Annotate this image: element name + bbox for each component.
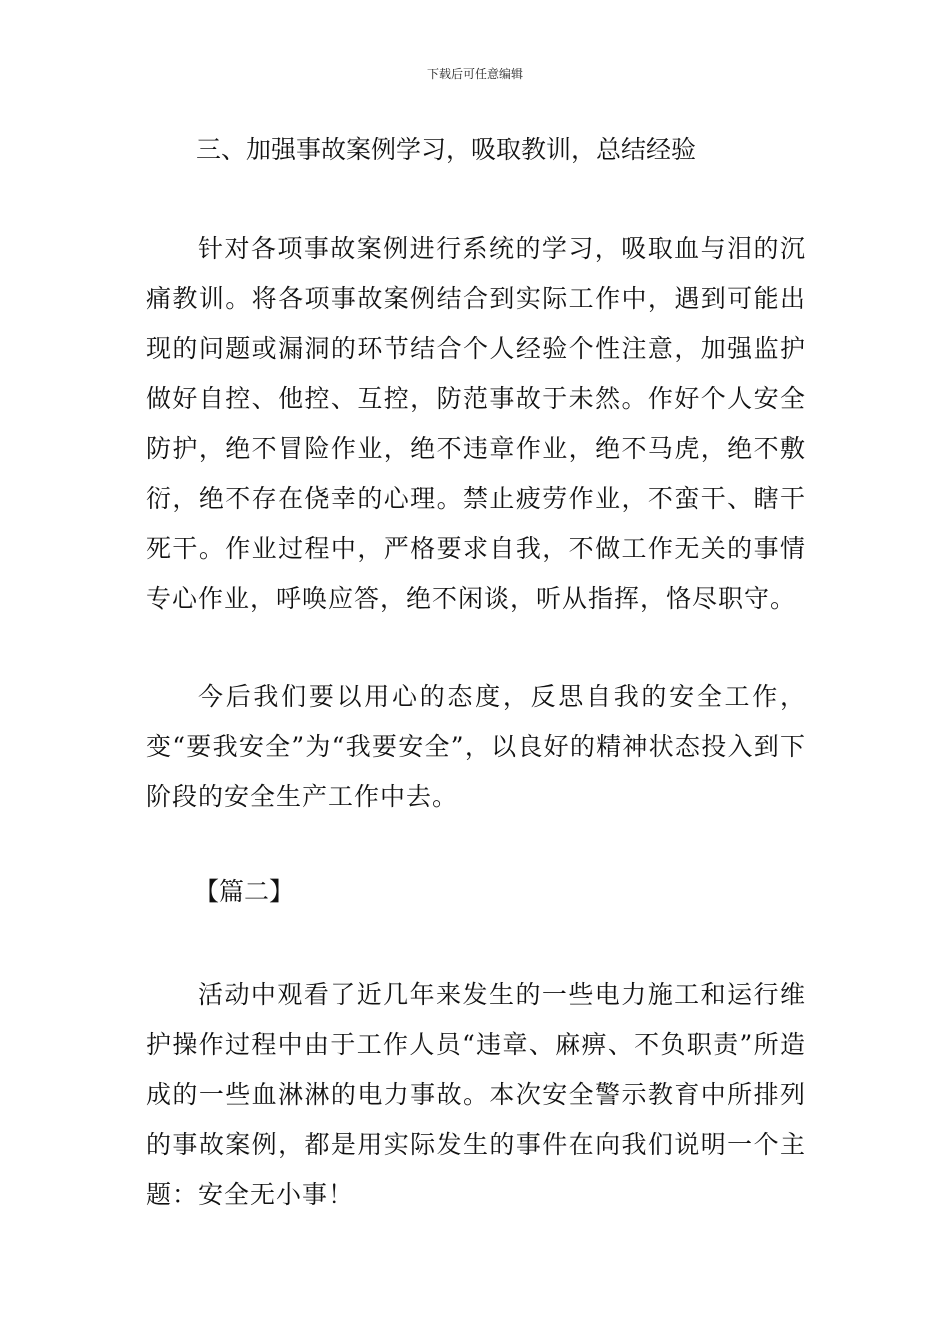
part-two-label: 【篇二】 [194, 877, 295, 906]
body-paragraph: 今后我们要以用心的态度，反思自我的安全工作，变“要我安全”为“我要安全”，以良好的精神状态投入到下阶段的安全生产工作中去。 [146, 682, 806, 811]
body-paragraph: 针对各项事故案例进行系统的学习，吸取血与泪的沉痛教训。将各项事故案例结合到实际工作中，遇到可能出现的问题或漏洞的环节结合个人经验个性注意，加强监护做好自控、他控、互控，防范事故于未然。作好个人安全防护，绝不冒险作业，绝不违章作业，绝不马虎，绝不敷衍，绝不存在侥幸的心理。禁止疲劳作业，不蛮干、瞎干死干。作业过程中，严格要求自我，不做工作无关的事情专心作业，呼唤应答，绝不闲谈，听从指挥，恪尽职守。 [146, 234, 806, 613]
header-note: 下载后可任意编辑 [426, 67, 523, 81]
document-body [146, 128, 806, 1268]
body-paragraph: 活动中观看了近几年来发生的一些电力施工和运行维护操作过程中由于工作人员“违章、麻痹、不负职责”所造成的一些血淋淋的电力事故。本次安全警示教育中所排列的事故案例，都是用实际发生的事件在向我们说明一个主题：安全无小事！ [146, 980, 806, 1209]
section-heading: 三、加强事故案例学习，吸取教训，总结经验 [196, 135, 697, 164]
